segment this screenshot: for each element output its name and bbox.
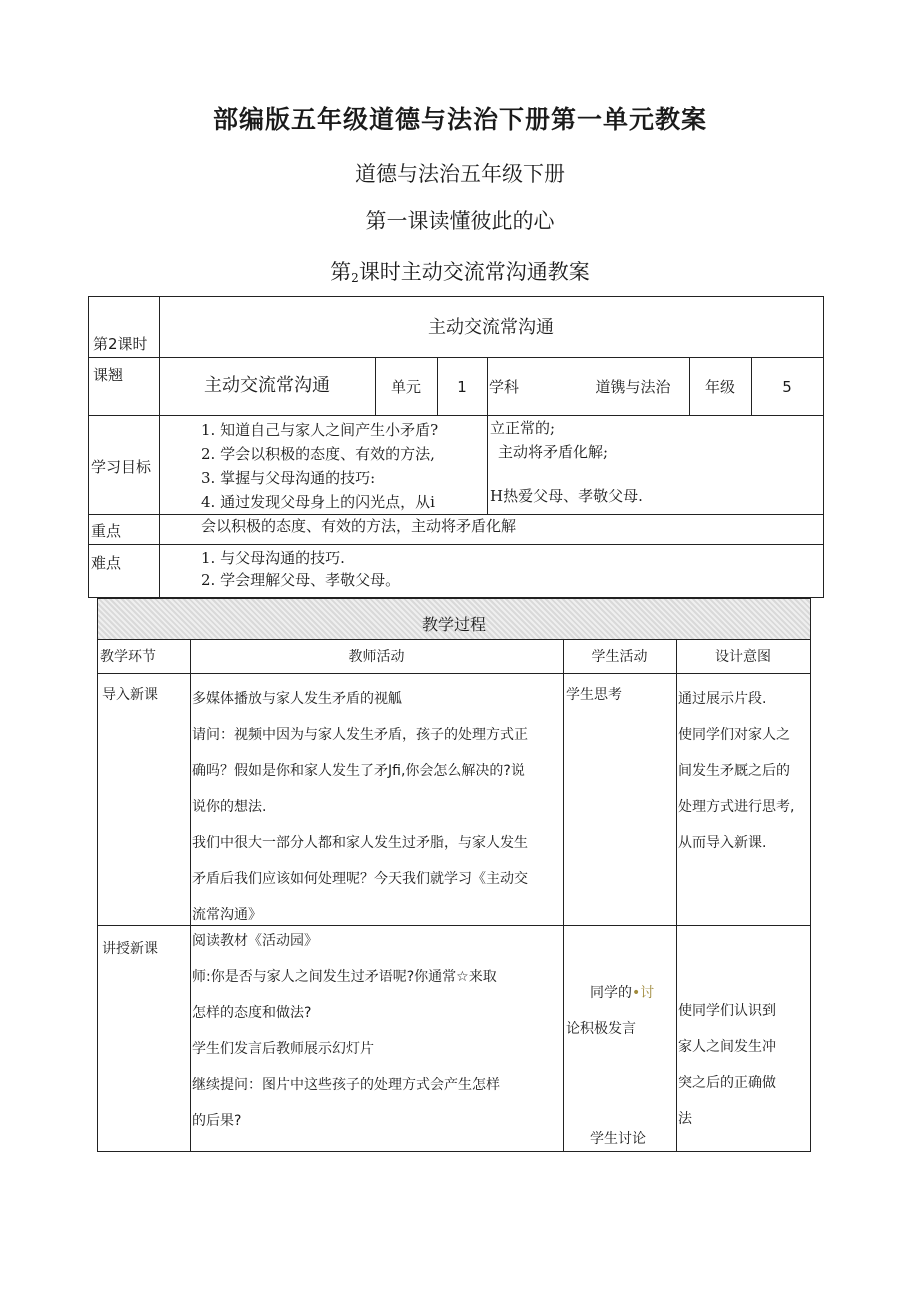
stage-new-lesson: 讲授新课 — [102, 941, 158, 957]
goal-continuation: 立正常的; — [490, 419, 556, 437]
lesson-title: 第一课读懂彼此的心 — [365, 209, 555, 233]
intent-line: 从而导入新课. — [678, 835, 767, 851]
column-header-student: 学生活动 — [591, 649, 648, 665]
topic-value: 主动交流常沟通 — [204, 375, 330, 396]
document-title: 部编版五年级道德与法治下册第一单元教案 — [212, 105, 707, 134]
goals-label: 学习目标 — [91, 458, 152, 476]
teacher-line: 学生们发言后教师展示幻灯片 — [192, 1041, 374, 1057]
period-value: 主动交流常沟通 — [428, 317, 554, 338]
difficulty-item: 2. 学会理解父母、孝敬父母。 — [201, 571, 401, 589]
key-point-value: 会以积极的态度、有效的方法，主动将矛盾化解 — [201, 517, 517, 535]
lesson-info-table — [88, 296, 824, 598]
teacher-line: 确吗？假如是你和家人发生了矛Jfi,你会怎么解决的?说 — [192, 763, 525, 779]
difficulty-label: 难点 — [91, 554, 122, 572]
column-header-intent: 设计意图 — [715, 649, 771, 665]
column-header-stage: 教学环节 — [100, 649, 156, 665]
intent-line: 家人之间发生冲 — [678, 1039, 776, 1055]
stage-intro: 导入新课 — [102, 687, 158, 703]
unit-value: 1 — [457, 378, 467, 396]
goal-item: 2. 学会以积极的态度、有效的方法, — [201, 445, 435, 463]
teaching-process-table — [97, 598, 811, 1152]
teacher-line: 请问：视频中因为与家人发生矛盾，孩子的处理方式正 — [192, 727, 528, 743]
goals-continued — [490, 416, 643, 508]
column-header-teacher: 教师活动 — [348, 649, 405, 665]
difficulty-item: 1. 与父母沟通的技巧. — [201, 549, 345, 567]
teacher-line: 怎样的态度和做法? — [192, 1005, 312, 1021]
grade-value: 5 — [782, 378, 792, 396]
teacher-line: 我们中很大一部分人都和家人发生过矛脂，与家人发生 — [192, 835, 528, 851]
student-activity-line-2: 论积极发言 — [566, 1021, 636, 1037]
key-point-label: 重点 — [91, 522, 122, 540]
subject-label: 学科 — [489, 378, 520, 396]
difficulty-list — [201, 547, 400, 591]
intent-line: 通过展示片段. — [678, 691, 767, 707]
intent-line: 处理方式进行思考, — [678, 799, 795, 815]
intent-line: 法 — [678, 1111, 692, 1127]
goal-item: 4. 通过发现父母身上的闪光点，从i — [201, 493, 435, 511]
topic-label: 课翘 — [93, 366, 124, 384]
document-subtitle: 道德与法治五年级下册 — [355, 162, 565, 186]
period-label: 第2课时 — [93, 335, 148, 353]
goal-item: 3. 掌握与父母沟通的技巧: — [201, 469, 376, 487]
goal-continuation: 主动将矛盾化解; — [498, 443, 609, 461]
process-title: 教学过程 — [421, 615, 486, 634]
design-intent-intro — [678, 681, 794, 861]
student-activity-intro: 学生思考 — [566, 687, 622, 703]
goal-continuation: H热爱父母、孝敬父母. — [490, 487, 643, 505]
student-activity-line-1: 同学的•讨 — [590, 985, 655, 1001]
teacher-line: 多媒体播放与家人发生矛盾的视觚 — [192, 691, 402, 707]
teacher-line: 继续提问：图片中这些孩子的处理方式会产生怎样 — [192, 1077, 500, 1093]
intent-line: 间发生矛厩之后的 — [678, 763, 790, 779]
design-intent-new-lesson — [678, 993, 776, 1137]
grade-label: 年级 — [704, 378, 735, 396]
intent-line: 使同学们对家人之 — [678, 727, 790, 743]
goal-item: 1. 知道自己与家人之间产生小矛盾? — [201, 421, 439, 439]
teacher-line: 的后果? — [192, 1113, 242, 1129]
teacher-activity-intro — [192, 681, 528, 933]
teacher-line: 矛盾后我们应该如何处理呢？今天我们就学习《主动交 — [192, 871, 528, 887]
student-activity-line-3: 学生讨论 — [590, 1131, 646, 1147]
teacher-line: 阅读教材《活动园》 — [192, 933, 318, 949]
teacher-activity-new-lesson — [192, 929, 500, 1139]
teacher-line: 说你的想法. — [192, 799, 267, 815]
unit-label: 单元 — [390, 378, 421, 396]
intent-line: 突之后的正确做 — [678, 1075, 776, 1091]
subject-value: 道镌与法治 — [595, 378, 671, 396]
teacher-line: 流常沟通》 — [192, 907, 262, 923]
intent-line: 使同学们认识到 — [678, 1003, 776, 1019]
teacher-line: 师:你是否与家人之间发生过矛语呢?你通常☆来取 — [192, 969, 497, 985]
period-title: 第2课时主动交流常沟通教案 — [330, 260, 590, 285]
goals-list — [201, 418, 438, 514]
